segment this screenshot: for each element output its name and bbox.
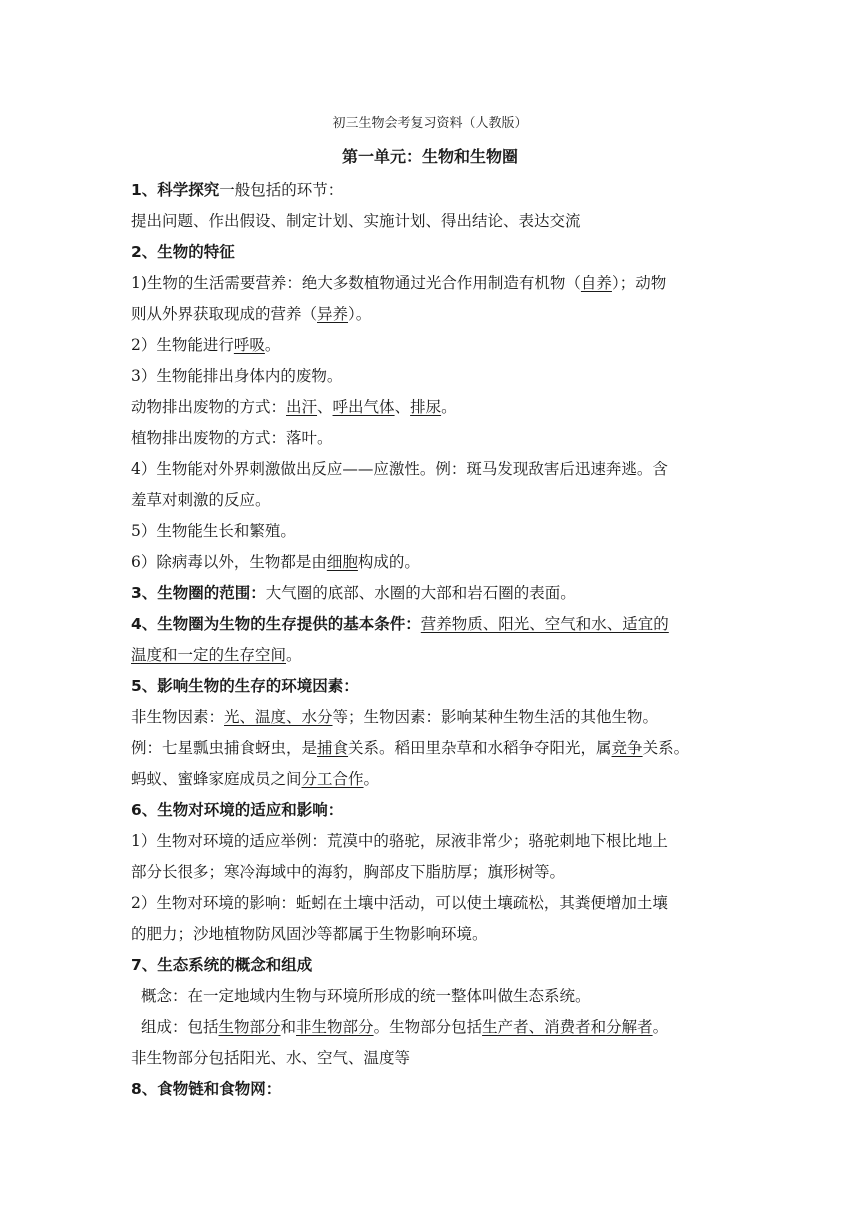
section-heading: 6、生物对环境的适应和影响： <box>131 801 344 819</box>
text-run: 和 <box>280 1018 297 1036</box>
paragraph-line: 1）生物对环境的适应举例：荒漠中的骆驼，尿液非常少；骆驼刺地下根比地上 <box>131 832 668 850</box>
text-run: 。 <box>441 398 457 416</box>
text-run: 组成：包括 <box>141 1018 219 1036</box>
text-run: 则从外界获取现成的营养（ <box>131 305 318 323</box>
underlined-term: 营养物质、阳光、空气和水、适宜的 <box>420 615 669 633</box>
paragraph-line: 概念：在一定地域内生物与环境所形成的统一整体叫做生态系统。 <box>141 987 591 1005</box>
text-run: 1)生物的生活需要营养：绝大多数植物通过光合作用制造有机物（ <box>131 274 581 292</box>
text-run: 。 <box>652 1018 669 1036</box>
text-run: 关系。稻田里杂草和水稻争夺阳光，属 <box>348 739 612 757</box>
underlined-term: 出汗 <box>286 398 318 416</box>
unit-title: 第一单元：生物和生物圈 <box>341 147 518 166</box>
paragraph-line: 的肥力；沙地植物防风固沙等都属于生物影响环境。 <box>131 925 488 943</box>
section-heading: 5、影响生物的生存的环境因素： <box>131 677 359 695</box>
underlined-term: 竞争 <box>611 739 643 757</box>
section-heading: 7、生态系统的概念和组成 <box>131 956 313 974</box>
paragraph-line <box>131 268 731 299</box>
text-run: 2）生物能进行 <box>131 336 234 354</box>
section-heading: 8、食物链和食物网： <box>131 1080 282 1098</box>
section-heading: 1、科学探究 <box>131 181 220 199</box>
paragraph-line <box>131 640 731 671</box>
underlined-term: 排尿 <box>410 398 442 416</box>
underlined-term: 生产者、消费者和分解者 <box>482 1018 653 1036</box>
text-run: 构成的。 <box>357 553 420 571</box>
section-3-line <box>131 578 731 609</box>
text-run: 、 <box>317 398 333 416</box>
section-4-line <box>131 609 731 640</box>
paragraph-line <box>131 702 731 733</box>
paragraph-line: 部分长很多；寒冷海域中的海豹，胸部皮下脂肪厚；旗形树等。 <box>131 863 566 881</box>
text-run: 6）除病毒以外，生物都是由 <box>131 553 327 571</box>
underlined-term: 自养 <box>580 274 612 292</box>
underlined-term: 捕食 <box>317 739 349 757</box>
paragraph-line <box>131 733 731 764</box>
underlined-term: 分工合作 <box>301 770 364 788</box>
underlined-term: 光、温度、水分 <box>224 708 333 726</box>
text-run: ）。 <box>348 305 372 323</box>
paragraph-line <box>131 547 731 578</box>
text-run: 蚂蚁、蜜蜂家庭成员之间 <box>131 770 302 788</box>
paragraph-line: 提出问题、作出假设、制定计划、实施计划、得出结论、表达交流 <box>131 212 581 230</box>
text-run: 、 <box>394 398 411 416</box>
text-run: 非生物因素： <box>131 708 225 726</box>
paragraph-line <box>131 1012 731 1043</box>
paragraph-line: 4）生物能对外界刺激做出反应——应激性。例：斑马发现敌害后迅速奔逃。含 <box>131 460 668 478</box>
paragraph-line: 植物排出废物的方式：落叶。 <box>131 429 333 447</box>
text-run: ）；动物 <box>611 274 667 292</box>
underlined-term: 呼出气体 <box>332 398 395 416</box>
underlined-term: 异养 <box>317 305 349 323</box>
paragraph-line <box>131 299 731 330</box>
text-run: 。 <box>363 770 380 788</box>
text-run: 等；生物因素：影响某种生物生活的其他生物。 <box>332 708 659 726</box>
text-run: 一般包括的环节： <box>219 181 344 199</box>
paragraph-line <box>131 330 731 361</box>
text-run: 大气圈的底部、水圈的大部和岩石圈的表面。 <box>265 584 576 602</box>
text-run: 例：七星瓢虫捕食蚜虫，是 <box>131 739 318 757</box>
underlined-term: 温度和一定的生存空间 <box>131 646 287 664</box>
text-run: 关系。 <box>642 739 690 757</box>
document-header: 初三生物会考复习资料（人教版） <box>332 116 528 131</box>
paragraph-line: 3）生物能排出身体内的废物。 <box>131 367 343 385</box>
paragraph-line: 2）生物对环境的影响：蚯蚓在土壤中活动，可以使土壤疏松，其粪便增加土壤 <box>131 894 668 912</box>
underlined-term: 细胞 <box>326 553 358 571</box>
section-heading: 4、生物圈为生物的生存提供的基本条件： <box>131 615 421 633</box>
underlined-term: 非生物部分 <box>296 1018 374 1036</box>
underlined-term: 生物部分 <box>218 1018 281 1036</box>
document-body <box>131 175 731 1105</box>
text-run: 。生物部分包括 <box>373 1018 483 1036</box>
paragraph-line: 5）生物能生长和繁殖。 <box>131 522 296 540</box>
text-run: 。 <box>286 646 302 664</box>
section-heading: 2、生物的特征 <box>131 243 235 261</box>
text-run: 动物排出废物的方式： <box>131 398 287 416</box>
paragraph-line <box>131 764 731 795</box>
paragraph-line <box>131 392 731 423</box>
paragraph-line: 非生物部分包括阳光、水、空气、温度等 <box>131 1049 411 1067</box>
paragraph-line: 羞草对刺激的反应。 <box>131 491 271 509</box>
text-run: 。 <box>264 336 281 354</box>
section-1-heading-line <box>131 175 731 206</box>
section-heading: 3、生物圈的范围： <box>131 584 266 602</box>
underlined-term: 呼吸 <box>233 336 265 354</box>
